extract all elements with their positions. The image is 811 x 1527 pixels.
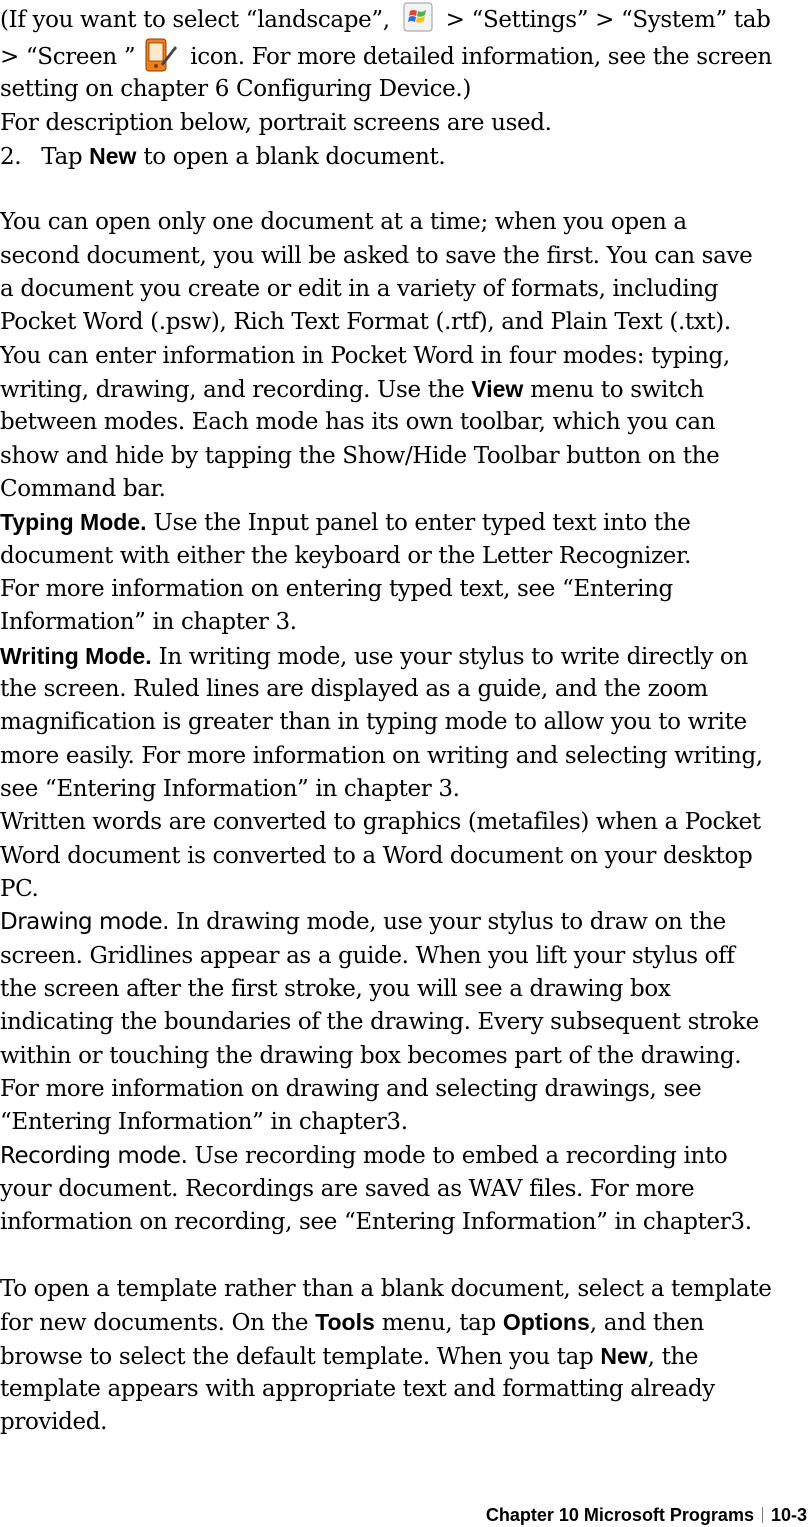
text-line (0, 373, 811, 406)
text-line: You can enter information in Pocket Word in four modes: typing, (0, 343, 730, 369)
pda-screen-icon (139, 36, 179, 76)
text-line: your document. Recordings are saved as WAV files. For more (0, 1176, 695, 1202)
footer-chapter-title: Chapter 10 Microsoft Programs (485, 1505, 754, 1525)
footer-divider (762, 1507, 763, 1523)
text-line (0, 38, 811, 71)
text-line: magnification is greater than in typing mode to allow you to write (0, 709, 747, 735)
text-line: information on recording, see “Entering Information” in chapter3. (0, 1209, 752, 1235)
text-line: Information” in chapter 3. (0, 609, 297, 635)
text-line: You can open only one document at a time; when you open a (0, 209, 687, 235)
text-line: screen. Gridlines appear as a guide. When you lift your stylus off (0, 943, 735, 969)
text-line: For description below, portrait screens are used. (0, 110, 552, 136)
page-number: 10-3 (770, 1505, 807, 1525)
bold-term: New (89, 143, 137, 169)
bold-term: New (600, 1343, 648, 1369)
text-span: menu, tap (374, 1310, 503, 1336)
page-footer (486, 1503, 807, 1527)
text-line: For more information on drawing and selecting drawings, see (0, 1076, 702, 1102)
text-line: To open a template rather than a blank document, select a template (0, 1276, 772, 1302)
text-span: Use recording mode to embed a recording into (187, 1143, 728, 1169)
text-span: icon. For more detailed information, see the screen (183, 44, 772, 70)
text-span: , and then (589, 1310, 704, 1336)
text-span: > “Settings” > “System” tab (438, 7, 771, 33)
text-line: Word document is converted to a Word document on your desktop (0, 843, 753, 869)
text-span: menu to switch (523, 377, 704, 403)
text-line: the screen after the first stroke, you will see a drawing box (0, 976, 671, 1002)
section-heading: Recording mode. (0, 1143, 188, 1169)
text-line: PC. (0, 876, 39, 902)
bold-term: View (471, 376, 524, 402)
text-span: writing, drawing, and recording. Use the (0, 377, 472, 403)
section-heading: Drawing mode. (0, 909, 169, 935)
section-heading: Typing Mode. (0, 509, 147, 535)
windows-start-icon (403, 2, 433, 32)
text-line (0, 4, 811, 37)
text-line: Command bar. (0, 476, 166, 502)
text-span: > “Screen ” (0, 44, 136, 70)
text-line: document with either the keyboard or the Letter Recognizer. (0, 543, 692, 569)
numbered-step (0, 140, 811, 173)
section-heading: Writing Mode. (0, 643, 152, 669)
text-span: browse to select the default template. When you tap (0, 1344, 601, 1370)
text-line: within or touching the drawing box becomes part of the drawing. (0, 1043, 742, 1069)
text-line: second document, you will be asked to save the first. You can save (0, 243, 753, 269)
text-span: (If you want to select “landscape”, (0, 7, 397, 33)
text-line (0, 1340, 811, 1373)
text-span: , the (647, 1344, 699, 1370)
text-line: indicating the boundaries of the drawing. Every subsequent stroke (0, 1009, 759, 1035)
text-line: a document you create or edit in a variety of formats, including (0, 276, 719, 302)
text-line (0, 506, 811, 539)
text-line: between modes. Each mode has its own toolbar, which you can (0, 409, 716, 435)
text-line: more easily. For more information on writing and selecting writing, (0, 743, 763, 769)
text-span: to open a blank document. (136, 144, 446, 170)
text-span: In writing mode, use your stylus to write directly on (151, 644, 748, 670)
text-line (0, 906, 811, 939)
text-line: Pocket Word (.psw), Rich Text Format (.rtf), and Plain Text (.txt). (0, 309, 731, 335)
text-span: Use the Input panel to enter typed text into the (146, 510, 691, 536)
text-line: see “Entering Information” in chapter 3. (0, 776, 460, 802)
text-line: provided. (0, 1409, 108, 1435)
text-line (0, 1140, 811, 1173)
bold-term: Options (502, 1309, 590, 1335)
text-span: In drawing mode, use your stylus to draw on the (169, 909, 726, 935)
text-line: “Entering Information” in chapter3. (0, 1109, 408, 1135)
text-line (0, 1306, 811, 1339)
text-line: show and hide by tapping the Show/Hide Toolbar button on the (0, 443, 720, 469)
text-span: Tap (41, 144, 90, 170)
text-line: For more information on entering typed text, see “Entering (0, 576, 673, 602)
step-number: 2. (0, 144, 22, 170)
text-line: setting on chapter 6 Configuring Device.) (0, 76, 471, 102)
text-line: the screen. Ruled lines are displayed as a guide, and the zoom (0, 676, 708, 702)
text-line: template appears with appropriate text and formatting already (0, 1376, 715, 1402)
text-span: for new documents. On the (0, 1310, 316, 1336)
text-line: Written words are converted to graphics (metafiles) when a Pocket (0, 809, 761, 835)
text-line (0, 640, 811, 673)
bold-term: Tools (315, 1309, 375, 1335)
